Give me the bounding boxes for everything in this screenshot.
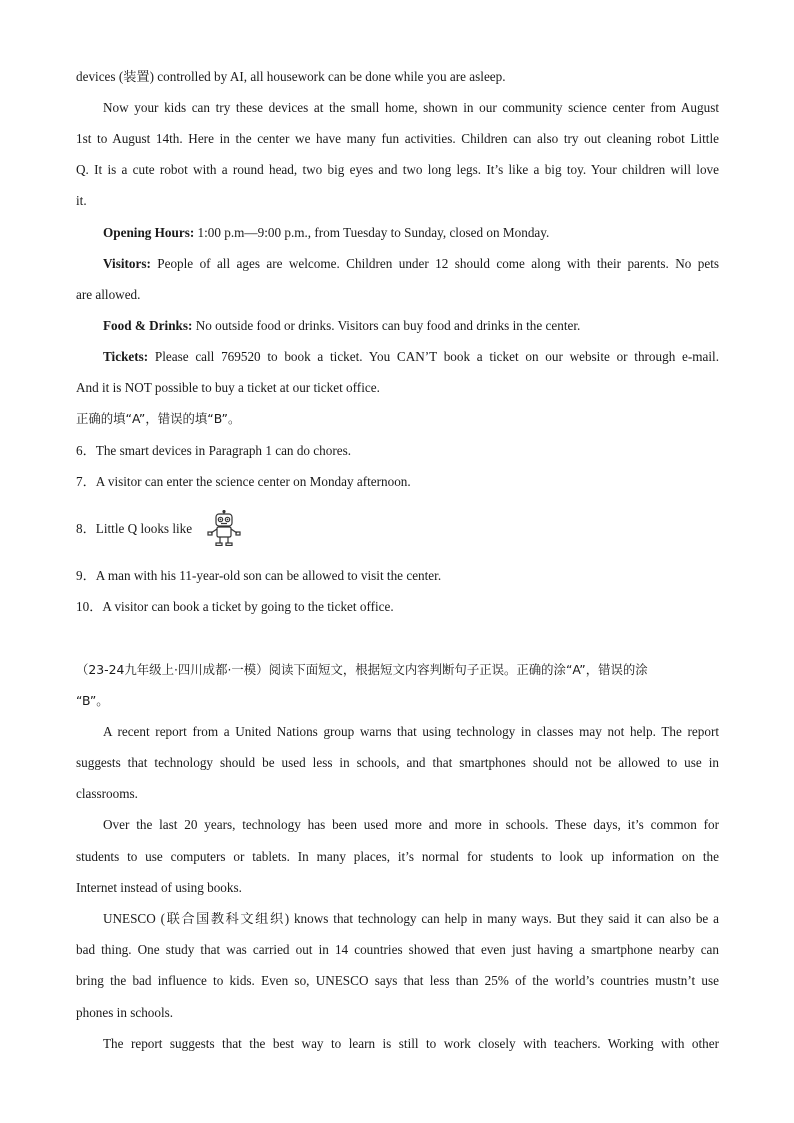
visitors-line1 (103, 256, 719, 272)
passage1-paragraph2-line1: Now your kids can try these devices at the small home, shown in our community science center from August (103, 100, 719, 115)
robot-icon (207, 510, 241, 546)
question-text: A visitor can enter the science center on Monday afternoon. (95, 474, 411, 489)
opening-hours-text: 1:00 p.m—9:00 p.m., from Tuesday to Sunday, closed on Monday. (194, 225, 550, 240)
food-drinks-line (103, 318, 719, 334)
section2-paragraph1-line3: classrooms. (76, 786, 138, 801)
question-number: 7． (76, 474, 96, 489)
passage1-paragraph2-line4: it. (76, 193, 87, 208)
section2-paragraph2-line1: Over the last 20 years, technology has been used more and more in schools. These days, it’s common for (103, 817, 719, 832)
instruction-true-false: 正确的填“A”，错误的填“B”。 (76, 411, 241, 426)
visitors-label: Visitors: (103, 256, 151, 271)
section2-paragraph4-line1: The report suggests that the best way to learn is still to work closely with teachers. Working with other (103, 1036, 719, 1051)
question-7 (76, 474, 719, 490)
question-text: A man with his 11-year-old son can be allowed to visit the center. (95, 568, 442, 583)
tickets-text-1: Please call 769520 to book a ticket. You CAN’T book a ticket on our website or through e-mail. (148, 349, 719, 364)
section2-paragraph3-line3: bring the bad influence to kids. Even so, UNESCO says that less than 25% of the world’s countries mustn’t use (76, 973, 719, 988)
question-number: 10． (76, 599, 103, 614)
question-text: The smart devices in Paragraph 1 can do chores. (95, 443, 352, 458)
section2-header-line1: （23-24九年级上·四川成都·一模）阅读下面短文，根据短文内容判断句子正误。正确的涂“A”，错误的涂 (76, 662, 648, 677)
question-number: 9． (76, 568, 96, 583)
opening-hours-label: Opening Hours: (103, 225, 195, 240)
question-10 (76, 599, 719, 615)
question-text: Little Q looks like (95, 521, 193, 536)
section2-paragraph3-line2: bad thing. One study that was carried out in 14 countries showed that even just having a smartphone nearby can (76, 942, 719, 957)
visitors-line2: are allowed. (76, 287, 141, 302)
question-9 (76, 568, 719, 584)
visitors-text-1: People of all ages are welcome. Children under 12 should come along with their parents. No pets (150, 256, 719, 271)
tickets-line2: And it is NOT possible to buy a ticket at our ticket office. (76, 380, 380, 395)
passage1-paragraph1-end: devices (装置) controlled by AI, all housework can be done while you are asleep. (76, 69, 506, 84)
question-6 (76, 443, 719, 459)
food-drinks-label: Food & Drinks: (103, 318, 193, 333)
food-drinks-text: No outside food or drinks. Visitors can buy food and drinks in the center. (192, 318, 581, 333)
tickets-label: Tickets: (103, 349, 149, 364)
passage1-paragraph2-line3: Q. It is a cute robot with a round head, two big eyes and two long legs. It’s like a big toy. Your children will love (76, 162, 719, 177)
section2-paragraph1-line1: A recent report from a United Nations group warns that using technology in classes may not help. The report (103, 724, 719, 739)
section2-header-line2: “B”。 (76, 693, 109, 708)
question-8 (76, 521, 719, 537)
question-text: A visitor can book a ticket by going to the ticket office. (102, 599, 394, 614)
section2-paragraph3-line1: UNESCO (联合国教科文组织) knows that technology can help in many ways. But they said it can also be a (103, 911, 719, 926)
section2-paragraph2-line3: Internet instead of using books. (76, 880, 242, 895)
section2-paragraph1-line2: suggests that technology should be used less in schools, and that smartphones should not be allowed to use in (76, 755, 719, 770)
section2-paragraph2-line2: students to use computers or tablets. In many places, it’s normal for students to look up information on the (76, 849, 719, 864)
tickets-line1 (103, 349, 719, 365)
section2-paragraph3-line4: phones in schools. (76, 1005, 174, 1020)
question-number: 8． (76, 521, 96, 536)
opening-hours-line (103, 225, 719, 241)
passage1-paragraph2-line2: 1st to August 14th. Here in the center we have many fun activities. Children can also try out cleaning robot Little (76, 131, 719, 146)
question-number: 6． (76, 443, 96, 458)
